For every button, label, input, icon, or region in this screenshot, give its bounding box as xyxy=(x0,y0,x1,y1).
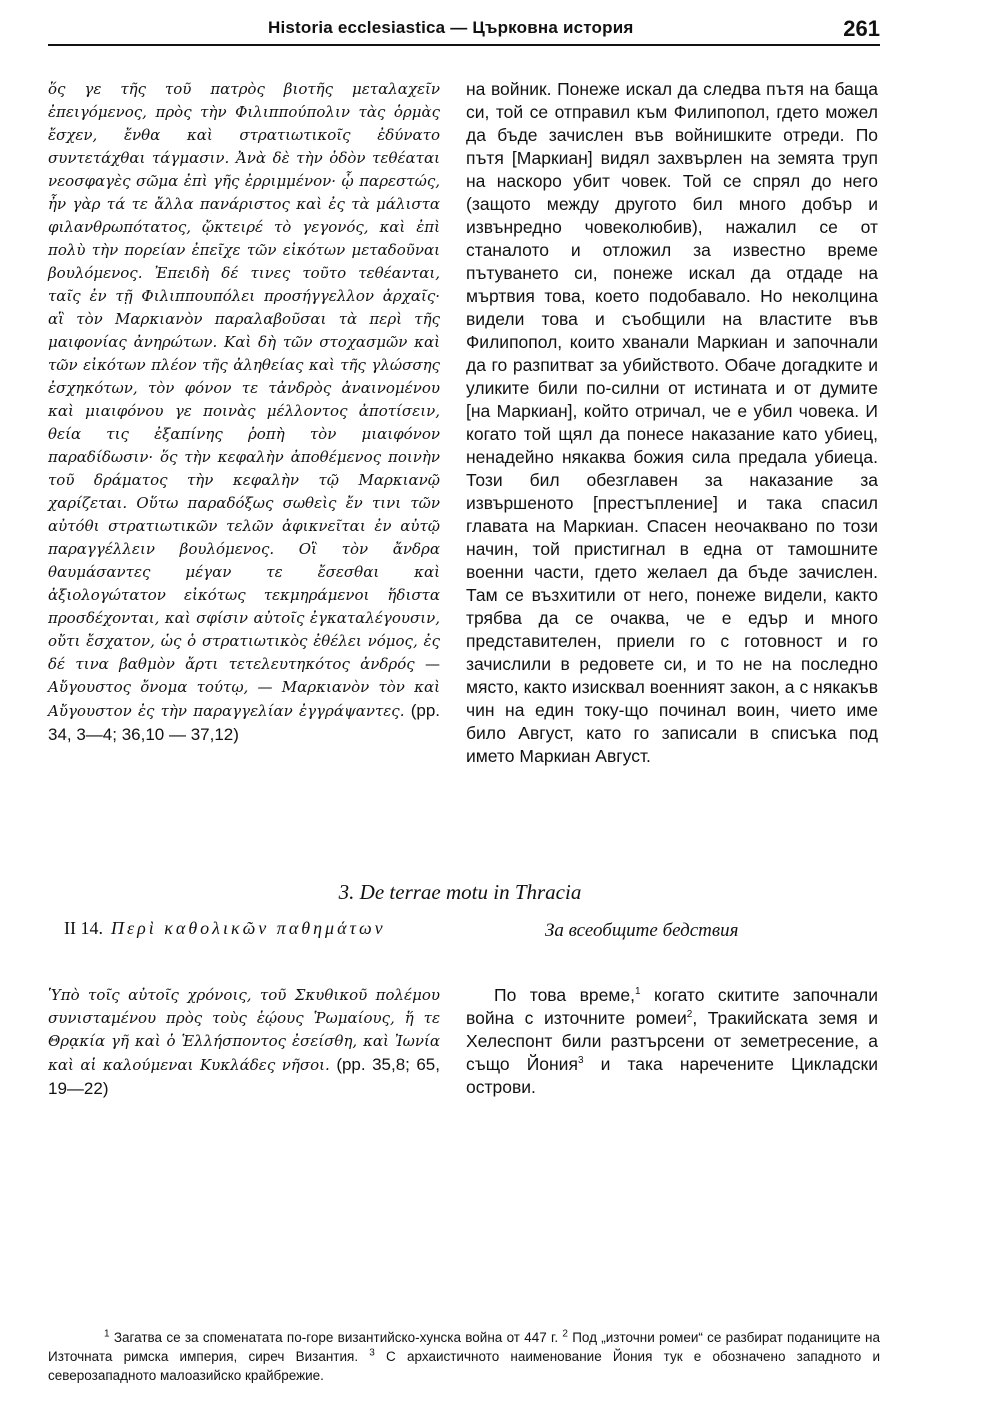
greek-earthquake-reference: (pp. 35,8; 65, 19—22) xyxy=(48,1055,440,1098)
bulgarian-passage: на войник. Понеже искал да следва пътя на баща си, той се отправил към Филипопол, гдето можел да бъде зачислен във войнишките отреди. По пътя [Маркиан] видял захвърлен на земята труп на наскоро убит човек. Той се спрял до него (защото между другото бил много добър и извънредно човеколюбив), нажалил се от станалото и отложил за известно време пътуването си, понеже искал да отдаде на мъртвия това, което подобавало. Но неколцина видели това и съобщили на властите във Филипопол, които хванали Маркиан и започнали да го разпитват за убийството. Обаче догадките и уликите били по-силни от истината и от думите [на Маркиан], който отричал, че е убил човека. И когато той щял да понесе наказание като убиец, ненадейно някаква божия сила предала убиеца. Този бил обезглавен за наказание за извършеното [престъпление] и така спасил главата на Маркиан. Спасен неочаквано по този начин, той пристигнал в една от тамошните военни части, гдето желаел да бъде зачислен. Там се възхитили от него, понеже видели, както трябва да се очаква, че е едър и много представителен, приели го с готовност и го зачислили в редовете си, и то не на последно място, както изисквал военният закон, а с някакъв чин на един току-що починал воин, чието име било Август, като го записали в списъка под името Маркиан Август. xyxy=(466,79,878,766)
page-number: 261 xyxy=(843,16,880,41)
footnotes xyxy=(48,1328,880,1385)
footnote-number-2: 2 xyxy=(562,1328,568,1340)
running-header xyxy=(48,14,880,46)
footnote-text-1: Загатва се за споменатата по-горе византийско-хунска война от 447 г. xyxy=(109,1330,563,1345)
greek-column-top xyxy=(48,78,440,747)
greek-earthquake-passage: Ὑπὸ τοῖς αὐτοῖς χρόνοις, τοῦ Σκυθικοῦ πολέμου συνισταμένου πρὸς τοὺς ἑῴους Ῥωμαίους, ἥ τε Θρᾳκία γῆ καὶ ὁ Ἑλλήσποντος ἐσείσθη, καὶ Ἰωνία καὶ αἱ καλούμεναι Κυκλάδες νῆσοι. xyxy=(48,986,440,1074)
bg-earthquake-text-4: и така наречените Цикладски острови. xyxy=(466,1054,878,1097)
footnote-text-2: Под „източни ромеи“ се разбират поданиците на Източната римска империя, сиреч Византия. xyxy=(48,1330,880,1364)
footnote-text-3: С архаистичното наименование Йония тук е обозначено западното и северозападното малоазийско крайбрежие. xyxy=(48,1349,880,1383)
footnote-number-3: 3 xyxy=(369,1347,375,1359)
greek-subtitle: Περὶ καθολικῶν παθημάτων xyxy=(111,918,386,938)
footnote-marker-2[interactable]: 2 xyxy=(686,1009,693,1021)
section-title: 3. De terrae motu in Thracia xyxy=(338,880,582,904)
bulgarian-column-bottom xyxy=(466,984,878,1099)
bulgarian-column-top xyxy=(466,78,878,768)
chapter-number: II 14. xyxy=(64,918,103,938)
bg-earthquake-text-1: По това време, xyxy=(494,985,635,1005)
greek-subheading xyxy=(64,916,444,940)
footnote-number-1: 1 xyxy=(104,1328,110,1340)
bg-earthquake-text-3: , Тракийската земя и Хелеспонт били разтърсени от земетресение, а също Йония xyxy=(466,1008,878,1074)
header-title: Historia ecclesiastica — Църковна история xyxy=(268,18,634,37)
footnote-marker-1[interactable]: 1 xyxy=(634,986,641,998)
greek-passage: ὅς γε τῆς τοῦ πατρὸς βιοτῆς μεταλαχεῖν ἐπειγόμενος, πρὸς τὴν Φιλιππούπολιν τὰς ὁρμὰς ἔσχεν, ἔνθα καὶ στρατιωτικοῖς ἐδύνατο συντετάχθαι τάγμασιν. Ἀνὰ δὲ τὴν ὁδὸν τεθέαται νεοσφαγὲς σῶμα ἐπὶ γῆς ἐρριμμένον· ᾧ παρεστώς, ἦν γὰρ τά τε ἄλλα πανάριστος καὶ ἐς τὰ μάλιστα φιλανθρωπότατος, ᾤκτειρέ τὸ γεγονός, καὶ ἐπὶ πολὺ τὴν πορείαν ἐπεῖχε τῶν εἰκότων μεταδοῦναι βουλόμενος. Ἐπειδὴ δέ τινες τοῦτο τεθέανται, ταῖς ἐν τῇ Φιλιππουπόλει προσήγγελλον ἀρχαῖς· αἳ τὸν Μαρκιανὸν παραλαβοῦσαι τὰ περὶ τῆς μαιφονίας ἀνηρώτων. Καὶ δὴ τῶν στοχασμῶν καὶ τῶν εἰκότων πλέον τῆς ἀληθείας καὶ τῆς γλώσσης ἐσχηκότων, τὸν φόνον τε τἀνδρὸς ἀναινομένου καὶ μιαιφόνου γε ποινὰς μέλλοντος ἀποτίσειν, θεία τις ἐξαπίνης ῥοπὴ τὸν μιαιφόνον παραδίδωσιν· ὅς τὴν κεφαλὴν ἀποθέμενος ποινὴν τοῦ δράματος τὴν κεφαλὴν τῷ Μαρκιανῷ χαρίζεται. Οὕτω παραδόξως σωθεὶς ἔν τινι τῶν αὐτόθι στρατιωτικῶν τελῶν ἀφικνεῖται ἐν αὐτῷ παραγγέλλειν βουλόμενος. Οἳ τὸν ἄνδρα θαυμάσαντες μέγαν τε ἔσεσθαι καὶ ἀξιολογώτατον εἰκότως τεκμηράμενοι ἥδιστα προσδέχονται, καὶ σφίσιν αὐτοῖς ἐγκαταλέγουσιν, οὔτι ἔσχατον, ὡς ὁ στρατιωτικὸς ἐθέλει νόμος, ἐς δέ τινα βαθμὸν ἄρτι τετελευτηκότος ἀνδρός — Αὔγουστος ὄνομα τούτῳ, — Μαρκιανὸν τὸν καὶ Αὔγουστον ἐς τὴν παραγγελίαν ἐγγράψαντες. xyxy=(48,80,440,720)
greek-column-bottom xyxy=(48,984,440,1101)
footnote-marker-3[interactable]: 3 xyxy=(577,1055,584,1067)
bg-earthquake-text-2: когато скитите започнали война с източните ромеи xyxy=(466,985,878,1028)
greek-reference: (pp. 34, 3—4; 36,10 — 37,12) xyxy=(48,701,440,744)
bulgarian-subheading: За всеобщите бедствия xyxy=(545,920,739,941)
